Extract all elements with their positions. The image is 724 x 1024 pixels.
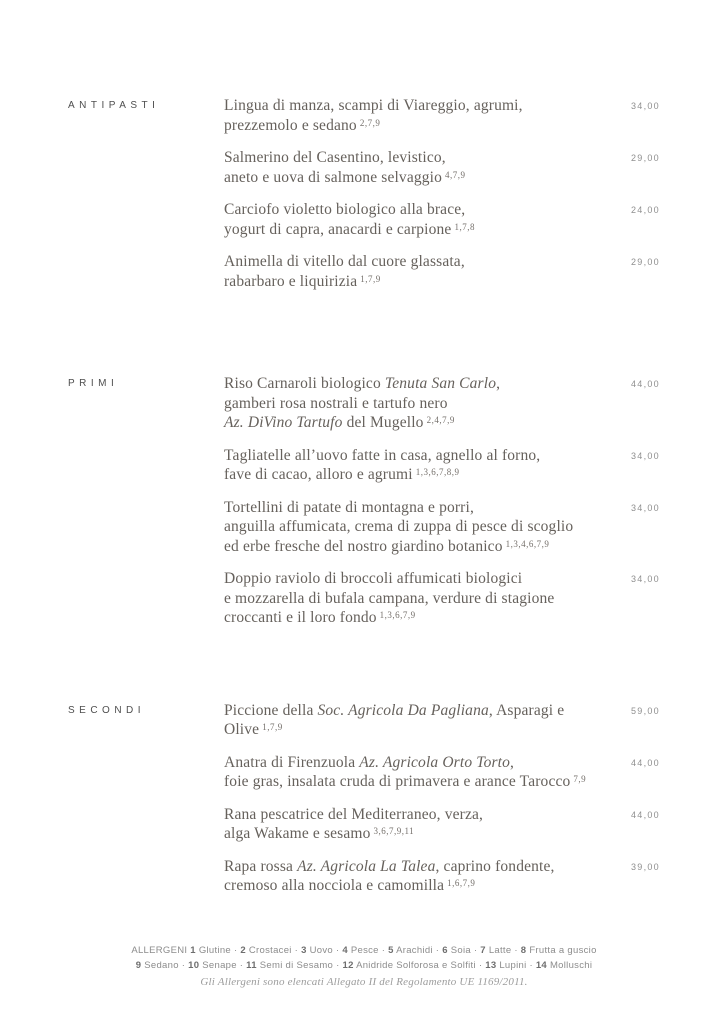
allergen-numbers: 4,7,9 [445, 169, 466, 180]
menu-item-price: 44,00 [630, 757, 660, 768]
menu-item-line [224, 498, 598, 518]
menu-item-line [224, 446, 598, 466]
menu-item-line [224, 374, 598, 394]
menu-item-line [224, 589, 598, 609]
menu-item-text: , [510, 753, 515, 771]
menu-item [224, 569, 660, 628]
allergen-name: Glutine · [195, 944, 241, 956]
menu-item-line [224, 465, 598, 485]
menu-item-text: Doppio raviolo di broccoli affumicati biologici [224, 570, 523, 587]
section-items [224, 374, 660, 641]
menu-item [224, 446, 660, 485]
allergen-legend-lines [68, 943, 660, 974]
menu-item-price: 34,00 [630, 502, 660, 513]
menu-item-text: Animella di vitello dal cuore glassata, [224, 253, 465, 270]
menu-section-secondi [68, 701, 660, 909]
menu-item-line [224, 220, 598, 240]
menu-item-price: 39,00 [630, 861, 660, 872]
menu-item [224, 498, 660, 557]
menu-item-description [224, 701, 598, 740]
section-items [224, 96, 660, 304]
allergen-regulation-note: Gli Allergeni sono elencati Allegato II del Regolamento UE 1169/2011. [200, 975, 528, 988]
menu-section-antipasti [68, 96, 660, 304]
menu-item-text: anguilla affumicata, crema di zuppa di pesce di scoglio [224, 518, 574, 535]
allergen-numbers: 1,7,9 [360, 273, 381, 284]
menu-section-primi [68, 374, 660, 641]
menu-item-line [224, 857, 598, 877]
allergen-name: Semi di Sesamo · [256, 960, 343, 971]
menu-item-line [224, 753, 598, 773]
producer-name: Soc. Agricola Da Pagliana [317, 701, 489, 719]
menu-item [224, 701, 660, 740]
menu-item-description [224, 805, 598, 844]
allergen-number: 5 [388, 944, 394, 956]
allergen-legend-line [68, 958, 660, 974]
allergen-number: 3 [301, 944, 307, 956]
menu-item-text: , caprino fondente, [435, 857, 555, 875]
menu-item-text: Riso Carnaroli biologico [224, 375, 385, 392]
menu-item-text: , [496, 375, 501, 392]
allergen-name: Frutta a guscio [526, 944, 597, 956]
allergen-name: Molluschi [547, 960, 593, 971]
allergen-numbers: 3,6,7,9,11 [373, 826, 415, 836]
menu-item-description [224, 148, 598, 187]
allergen-numbers: 1,3,6,7,8,9 [415, 467, 460, 477]
menu-item-line [224, 252, 598, 272]
menu-item-line [224, 200, 598, 220]
menu-item-line [224, 272, 598, 292]
allergen-number: 10 [188, 960, 200, 971]
allergen-name: Arachidi · [393, 944, 443, 956]
menu-item-text: rabarbaro e liquirizia [224, 272, 358, 290]
menu-item-price: 34,00 [630, 101, 660, 111]
menu-item-text: ed erbe fresche del nostro giardino botanico [224, 537, 503, 555]
producer-name: Tenuta San Carlo [384, 375, 497, 392]
menu-item-description [224, 374, 598, 433]
menu-item-text: e mozzarella di bufala campana, verdure di stagione [224, 589, 555, 607]
allergen-number: 1 [190, 944, 196, 956]
menu-item-line [224, 772, 598, 792]
allergen-legend-line [68, 943, 660, 959]
menu-item-text: del Mugello [342, 414, 424, 431]
menu-item-line [224, 96, 598, 116]
menu-item-line [224, 537, 598, 557]
menu-item-text: gamberi rosa nostrali e tartufo nero [224, 394, 448, 412]
allergen-number: 4 [342, 944, 348, 956]
allergen-number: 12 [342, 960, 354, 971]
allergen-name: Lupini · [496, 960, 536, 971]
section-label: PRIMI [68, 378, 119, 389]
allergen-name: Uovo · [306, 944, 343, 956]
menu-sections [68, 96, 660, 909]
allergen-name: Latte · [485, 944, 521, 956]
section-label: SECONDI [68, 704, 146, 716]
menu-item-line [224, 608, 598, 628]
allergen-numbers: 2,7,9 [359, 117, 381, 128]
allergen-number: 13 [485, 960, 497, 971]
allergen-number: 14 [535, 960, 548, 971]
menu-item-price: 44,00 [630, 809, 660, 820]
allergen-name: Soia · [447, 944, 481, 956]
menu-item-text: Rapa rossa [224, 857, 298, 875]
menu-item-price: 29,00 [630, 153, 660, 163]
menu-item [224, 753, 660, 792]
allergen-number: 11 [246, 960, 257, 971]
menu-item-description [224, 857, 598, 896]
menu-item-description [224, 569, 598, 628]
menu-item-description [224, 446, 598, 485]
menu-item-line [224, 394, 598, 414]
menu-item-description [224, 252, 598, 291]
menu-item-line [224, 168, 598, 188]
allergen-number: 7 [480, 944, 486, 956]
menu-item-description [224, 753, 598, 792]
menu-item [224, 148, 660, 187]
allergen-name: ALLERGENI [131, 944, 191, 956]
menu-item [224, 252, 660, 291]
menu-item-text: prezzemolo e sedano [224, 116, 357, 134]
menu-item-text: Carciofo violetto biologico alla brace, [224, 201, 466, 218]
menu-item [224, 96, 660, 135]
allergen-numbers: 1,7,9 [262, 722, 283, 732]
menu-item [224, 374, 660, 433]
menu-item-price: 34,00 [630, 574, 660, 584]
allergen-name: Pesce · [347, 944, 389, 956]
menu-item-text: aneto e uova di salmone selvaggio [224, 168, 443, 186]
menu-item-text: Piccione della [224, 701, 318, 719]
allergen-name: Crostacei · [245, 944, 302, 956]
menu-item-text: Anatra di Firenzuola [224, 753, 360, 771]
producer-name: Az. Agricola La Talea [297, 857, 436, 875]
menu-item-text: cremoso alla nocciola e camomilla [224, 877, 445, 894]
allergen-name: Sedano · [141, 960, 189, 971]
allergen-numbers: 7,9 [573, 774, 587, 784]
menu-item-text: Lingua di manza, scampi di Viareggio, agrumi, [224, 97, 523, 114]
allergen-name: Senape · [199, 960, 247, 971]
menu-item-line [224, 413, 598, 433]
menu-item-line [224, 517, 598, 537]
menu-item-text: Rana pescatrice del Mediterraneo, verza, [224, 805, 484, 823]
menu-item-text: fave di cacao, alloro e agrumi [224, 466, 413, 483]
section-label: ANTIPASTI [68, 100, 160, 111]
allergen-numbers: 2,4,7,9 [426, 415, 455, 425]
menu-content [68, 96, 660, 990]
menu-item-text: foie gras, insalata cruda di primavera e arance Tarocco [224, 773, 571, 790]
menu-item-text: Salmerino del Casentino, levistico, [224, 149, 446, 166]
menu-item-price: 59,00 [630, 705, 660, 716]
menu-item [224, 805, 660, 844]
allergen-number: 8 [520, 944, 527, 956]
allergen-numbers: 1,3,6,7,9 [379, 610, 416, 620]
menu-item [224, 857, 660, 896]
producer-name: Az. DiVino Tartufo [224, 414, 343, 431]
allergen-number: 9 [135, 960, 142, 971]
producer-name: Az. Agricola Orto Torto [359, 753, 511, 771]
menu-item-text: Tagliatelle all’uovo fatte in casa, agnello al forno, [224, 446, 541, 464]
menu-item-text: alga Wakame e sesamo [224, 825, 371, 842]
allergen-numbers: 1,3,4,6,7,9 [505, 538, 550, 549]
menu-item-text: yogurt di capra, anacardi e carpione [224, 220, 452, 238]
menu-item-line [224, 701, 598, 740]
menu-item-line [224, 876, 598, 896]
allergen-numbers: 1,7,8 [454, 221, 475, 232]
section-items [224, 701, 660, 909]
menu-item-line [224, 148, 598, 168]
allergen-name: Anidride Solforosa e Solfiti · [353, 960, 486, 971]
menu-item-line [224, 824, 598, 844]
allergen-legend [68, 943, 660, 991]
menu-item-description [224, 498, 598, 557]
menu-item-text: Tortellini di patate di montagna e porri, [224, 498, 474, 516]
menu-item-price: 29,00 [630, 257, 660, 267]
menu-item-text: , Asparagi e Olive [224, 701, 565, 738]
menu-item-description [224, 200, 598, 239]
menu-item-line [224, 805, 598, 825]
allergen-number: 6 [442, 944, 448, 956]
menu-item [224, 200, 660, 239]
menu-item-price: 44,00 [630, 379, 660, 389]
menu-item-text: croccanti e il loro fondo [224, 609, 377, 626]
menu-item-price: 34,00 [630, 450, 660, 461]
menu-item-price: 24,00 [630, 205, 660, 215]
menu-item-line [224, 116, 598, 136]
menu-item-description [224, 96, 598, 135]
allergen-numbers: 1,6,7,9 [447, 878, 476, 888]
allergen-number: 2 [240, 944, 246, 956]
menu-item-line [224, 569, 598, 589]
